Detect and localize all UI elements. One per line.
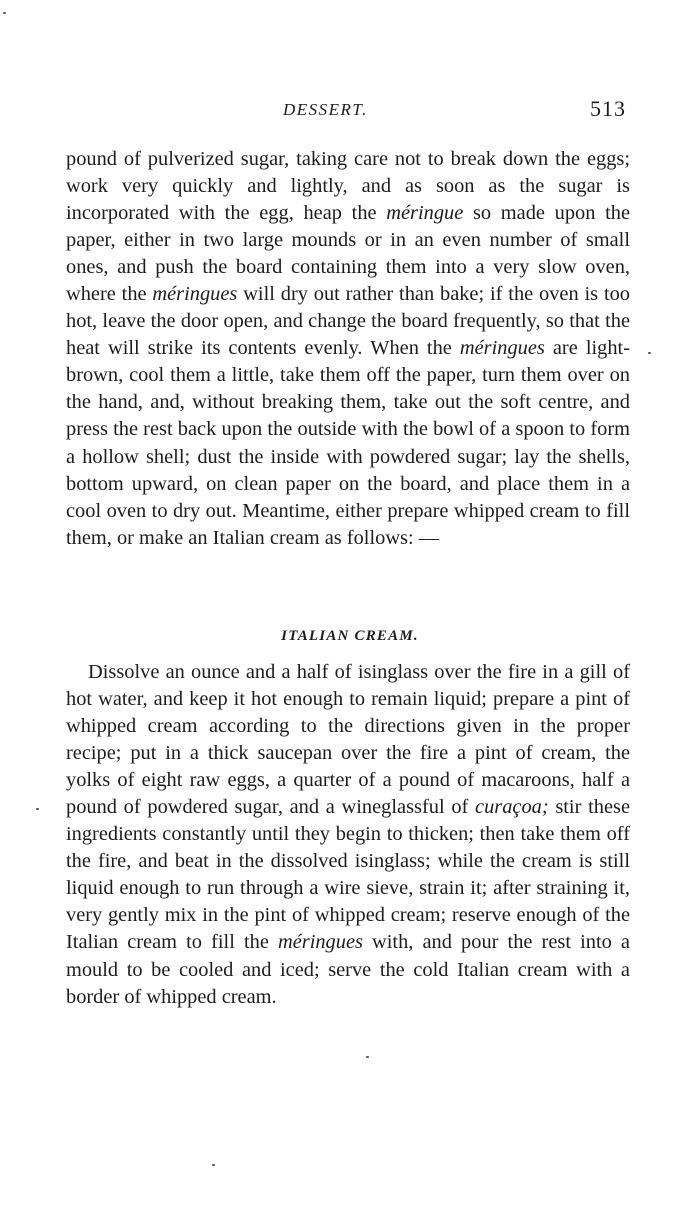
paper-speck [3, 12, 6, 14]
recipe-paragraph [66, 659, 630, 1011]
text-run: Dissolve an ounce and a half of isinglass over the fire in a gill of hot water, and keep it hot enough to remain liquid; prepare a pint of whipped cream according to the directions given in the proper recipe; put in a thick saucepan over the fire a pint of cream, the yolks of eight raw eggs, a quarter of a pound of macaroons, half a pound of powdered sugar, and a wineglassful of [66, 661, 630, 819]
text-run: will dry out rather than bake; if the oven is too hot, leave the door open, and change the board frequently, so that the heat will strike its contents evenly. When the [66, 283, 630, 360]
italic-term: curaçoa; [475, 796, 549, 819]
text-run: are light-brown, cool them a little, take them off the paper, turn them over on the hand, and, without breaking them, take out the soft centre, and press the rest back upon the outside with the bowl of a spoon to form a hollow shell; dust the inside with powdered sugar; lay the shells, bottom upward, on clean paper on the board, and place them in a cool oven to dry out. Meantime, either prepare whipped cream to fill them, or make an Italian cream as follows: — [66, 337, 630, 549]
body-paragraph [66, 146, 630, 552]
paper-speck [36, 808, 39, 810]
paper-speck [648, 352, 651, 354]
text-run: so made upon the paper, either in two large mounds or in an even number of small ones, and push the board containing them into a very slow oven, where the [66, 202, 631, 306]
italic-term: méringue [386, 202, 464, 225]
text-run: pound of pulverized sugar, taking care not to break down the eggs; work very quickly and lightly, and as soon as the sugar is incorporated with the egg, heap the [66, 148, 630, 225]
text-run: stir these ingredients constantly until they begin to thicken; then take them off the fire, and beat in the dissolved isinglass; while the cream is still liquid enough to run through a wire sieve, strain it; after straining it, very gently mix in the pint of whipped cream; reserve enough of the Italian cream to fill the [66, 796, 630, 954]
page-number: 513 [590, 96, 626, 121]
paper-speck [212, 1164, 215, 1166]
text-run: with, and pour the rest into a mould to be cooled and iced; serve the cold Italian cream with a border of whipped cream. [66, 931, 630, 1008]
paper-speck [366, 1056, 369, 1058]
italic-term: méringues [152, 283, 238, 306]
section-heading: ITALIAN CREAM. [281, 628, 419, 644]
running-title: DESSERT. [283, 100, 368, 119]
running-head [0, 96, 700, 126]
italic-term: méringues [459, 337, 545, 360]
italic-term: méringues [277, 931, 363, 954]
